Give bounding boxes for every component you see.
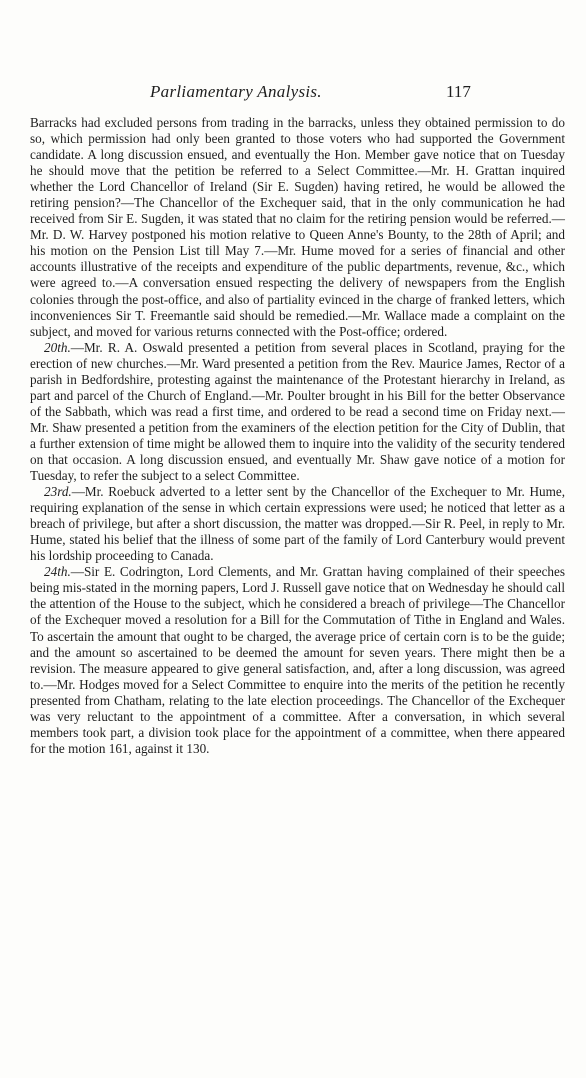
dateline: 20th. xyxy=(44,339,71,355)
running-head xyxy=(0,82,586,106)
body-text xyxy=(30,115,565,757)
paragraph-text: Barracks had excluded persons from trading in the barracks, unless they obtained permission to do so, which permission had only been granted to those voters who had supported the Government candidate. A long discussion ensued, and eventually the Hon. Member gave notice that on Tuesday he should move that the petition be referred to a Select Committee.—Mr. H. Grattan inquired whether the Lord Chancellor of Ireland (Sir E. Sugden) having retired, he would be allowed the retiring pension?—The Chancellor of the Exchequer said, that in the only communication he had received from Sir E. Sugden, it was stated that no claim for the retiring pension would be referred.—Mr. D. W. Harvey postponed his motion relative to Queen Anne's Bounty, to the 28th of April; and his motion on the Pension List till May 7.—Mr. Hume moved for a series of financial and other accounts illustrative of the receipts and expenditure of the public departments, revenue, &c., which were agreed to.—A conversation ensued respecting the delivery of newspapers from the English colonies through the post-office, and also of partiality evinced in the charge of franked letters, which inconveniences Sir T. Freemantle said should be remedied.—Mr. Wallace made a complaint on the subject, and moved for various returns connected with the Post-office; ordered. xyxy=(30,115,565,339)
paragraph-text: —Mr. R. A. Oswald presented a petition from several places in Scotland, praying for the erection of new churches.—Mr. Ward presented a petition from the Rev. Maurice James, Rector of a parish in Bedfordshire, protesting against the maintenance of the Protestant hierarchy in Ireland, as part and parcel of the Church of England.—Mr. Poulter brought in his Bill for the better Observance of the Sabbath, which was read a first time, and ordered to be read a second time on Friday next.—Mr. Shaw presented a petition from the examiners of the election petition for the City of Dublin, that a further extension of time might be allowed them to inquire into the validity of the security tendered on that occasion. A long discussion ensued, and eventually Mr. Shaw gave notice of a motion for Tuesday, to refer the subject to a select Committee. xyxy=(30,339,565,484)
paragraph-text: —Sir E. Codrington, Lord Clements, and Mr. Grattan having complained of their speeches being mis-stated in the morning papers, Lord J. Russell gave notice that on Wednesday he should call the attention of the House to the subject, which he considered a breach of privilege—The Chancellor of the Exchequer moved a resolution for a Bill for the Commutation of Tithe in England and Wales. To ascertain the amount that ought to be charged, the average price of certain corn is to be the guide; and the amount so ascertained to be deemed the amount for seven years. There might then be a revision. The measure appeared to give general satisfaction, and, after a long discussion, was agreed to.—Mr. Hodges moved for a Select Committee to enquire into the merits of the petition he recently presented from Chatham, relating to the late election proceedings. The Chancellor of the Exchequer was very reluctant to the appointment of a committee. After a conversation, in which several members took part, a division took place for the appointment of a committee, when there appeared for the motion 161, against it 130. xyxy=(30,564,565,756)
running-title: Parliamentary Analysis. xyxy=(150,82,322,101)
dateline: 23rd. xyxy=(44,484,72,500)
paragraph-24th xyxy=(30,564,565,757)
page-number: 117 xyxy=(446,82,471,101)
paragraph-20th xyxy=(30,340,565,484)
dateline: 24th. xyxy=(44,564,71,580)
paragraph-text: —Mr. Roebuck adverted to a letter sent by the Chancellor of the Exchequer to Mr. Hume, requiring explanation of the sense in which certain expressions were used; he noticed that letter as a breach of privilege, but after a short discussion, the matter was dropped.—Sir R. Peel, in reply to Mr. Hume, stated his belief that the illness of some part of the family of Lord Canterbury would prevent his lordship proceeding to Canada. xyxy=(30,484,565,564)
paragraph-continuation xyxy=(30,115,565,340)
paragraph-23rd xyxy=(30,484,565,564)
